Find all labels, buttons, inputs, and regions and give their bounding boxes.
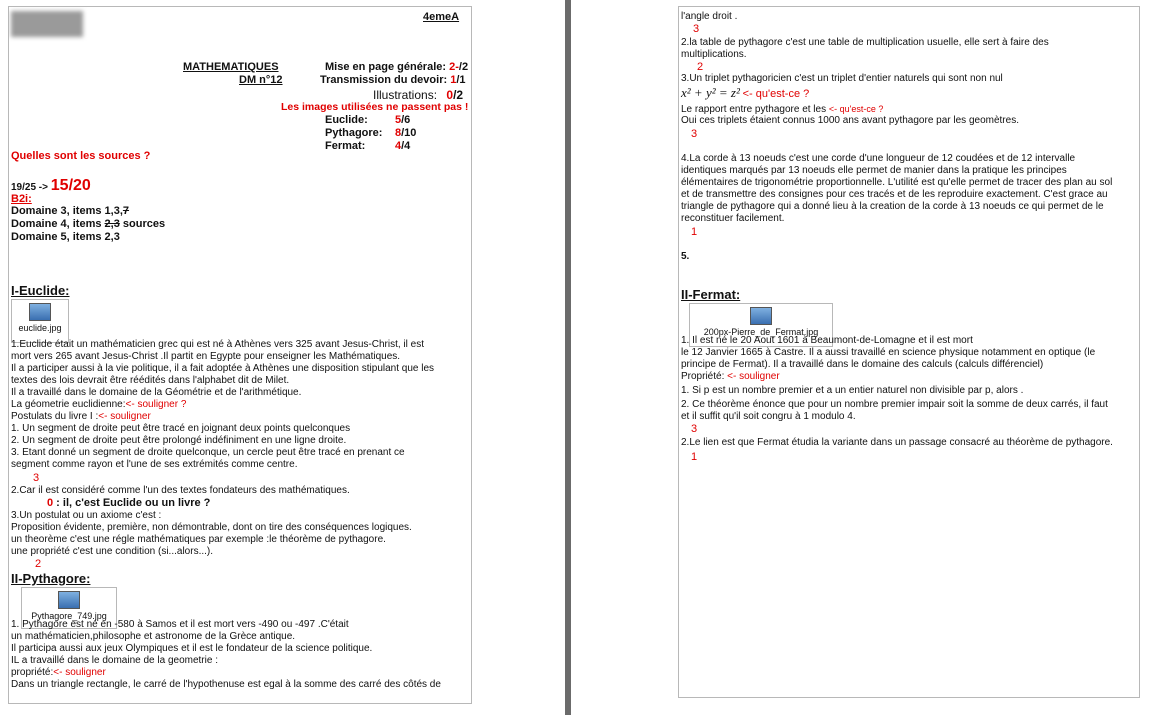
- sub-grade-label: Euclide:: [325, 114, 368, 126]
- domain-prefix: Domaine 3, items: [11, 205, 105, 217]
- image-placeholder-icon: [58, 591, 80, 609]
- sub-grade-max: /10: [401, 127, 417, 139]
- text-line: IL a travaillé dans le domaine de la geometrie :: [11, 655, 218, 666]
- postulat-item: segment comme rayon et l'une de ses extrémités comme centre.: [11, 459, 298, 470]
- teacher-mark: 1: [691, 226, 698, 238]
- text-line: [11, 411, 151, 423]
- subject-title: MATHEMATIQUES: [183, 61, 279, 73]
- grade-row: [325, 61, 468, 73]
- teacher-mark: 1: [691, 451, 698, 463]
- class-label: 4emeA: [423, 11, 460, 23]
- text-line: 1. Il est né le 20 Aout 1601 à Beaumont-de-Lomagne et il est mort: [681, 335, 973, 346]
- sub-grade-row: [325, 114, 410, 126]
- section-title-pythagore: II-Pythagore:: [11, 571, 91, 586]
- section-title-fermat: II-Fermat:: [681, 287, 741, 302]
- teacher-comment: <- souligner ?: [125, 399, 187, 410]
- teacher-mark: 2: [697, 61, 704, 73]
- text-line: [681, 371, 780, 383]
- teacher-mark: 3: [33, 472, 40, 484]
- text-line: 3.Un postulat ou un axiome c'est :: [11, 510, 162, 521]
- teacher-comment: <- qu'est-ce ?: [828, 104, 884, 114]
- domain-struck: 7: [122, 205, 130, 217]
- text-line: 3.Un triplet pythagoricien c'est un triplet d'entier naturels qui sont non nul: [681, 73, 1003, 84]
- postulat-item: 1. Un segment de droite peut être tracé en joignant deux points quelconques: [11, 423, 351, 434]
- grade-label: Illustrations:: [373, 88, 438, 102]
- property-label: Propriété:: [681, 371, 725, 382]
- text-line: 2.Le lien est que Fermat étudia la variante dans un passage consacré au théorème de pythagore.: [681, 437, 1113, 448]
- section-title-euclide: I-Euclide:: [11, 283, 70, 298]
- image-filename: Pythagore_749.jpg: [31, 611, 107, 621]
- text-line: Proposition évidente, première, non démontrable, dont on tire des conséquences logiques.: [11, 522, 412, 533]
- teacher-mark: 3: [691, 128, 698, 140]
- text-line: [11, 667, 106, 679]
- geometry-label: La géometrie euclidienne:: [11, 399, 126, 410]
- text-line: 2.Car il est considéré comme l'un des textes fondateurs des mathématiques.: [11, 485, 350, 496]
- grade-max: /2: [458, 61, 469, 73]
- grade-label: Transmission du devoir:: [320, 74, 448, 86]
- grade-row: [320, 74, 466, 86]
- b2i-domain: [11, 218, 165, 230]
- text-line: l'angle droit .: [681, 11, 738, 22]
- comment-text: : il, c'est Euclide ou un livre ?: [53, 497, 211, 509]
- final-score: 15/20: [50, 177, 91, 194]
- raw-score: 19/25 ->: [11, 182, 48, 193]
- grade-label: Mise en page générale:: [325, 61, 447, 73]
- page-divider: [565, 0, 571, 715]
- sub-grade-label: Pythagore:: [325, 127, 383, 139]
- text-line: identiques marqués par 13 noeuds elle permet de manier dans la pratique les principes: [681, 165, 1067, 176]
- text-line: 4.La corde à 13 noeuds c'est une corde d'une longueur de 12 coudées et de 12 intervalle: [681, 153, 1076, 164]
- formula-line: [681, 85, 809, 101]
- teacher-comment: [47, 497, 210, 509]
- b2i-title: B2i:: [11, 193, 32, 205]
- sub-grade-label: Fermat:: [325, 140, 366, 152]
- text-line: une propriété c'est une condition (si...alors...).: [11, 546, 214, 557]
- grade-max: /1: [456, 74, 466, 86]
- grade-score: 0: [446, 88, 454, 102]
- domain-prefix: Domaine 5, items: [11, 231, 105, 243]
- postulats-label: Postulats du livre I :: [11, 411, 99, 422]
- domain-struck: 2,3: [104, 218, 120, 230]
- text-line: mort vers 265 avant Jesus-Christ .Il partit en Egypte pour enseigner les Mathématiques.: [11, 351, 401, 362]
- text-line: 1. Si p est un nombre premier et a un entier naturel non divisible par p, alors .: [681, 385, 1024, 396]
- text-line: un theorème c'est une régle mathématiques par exemple :le théorème de pythagore.: [11, 534, 386, 545]
- postulat-item: 2. Un segment de droite peut être prolongé indéfiniment en une ligne droite.: [11, 435, 347, 446]
- teacher-comment: <- souligner: [724, 371, 780, 382]
- text-line: principe de Fermat). Il a travaillé dans le domaine des calculs (calculs différenciel): [681, 359, 1044, 370]
- domain-prefix: Domaine 4, items: [11, 218, 105, 230]
- text-line: et il suffit qu'il soit congru à 1 modulo 4.: [681, 411, 856, 422]
- text-line: Il participa aussi aux jeux Olympiques et il est le fondateur de la science politique.: [11, 643, 373, 654]
- text-line: 5.: [681, 251, 690, 262]
- teacher-comment: <- souligner: [53, 667, 106, 678]
- text-line: Dans un triangle rectangle, le carré de l'hypothenuse est egal à la somme des carré des côtés de: [11, 679, 441, 690]
- image-filename: euclide.jpg: [18, 323, 62, 333]
- student-name-redacted: [11, 11, 83, 37]
- comment-score: 0: [47, 497, 54, 509]
- text-line: et de transmettre des consignes pour ces tracés et de les reproduire exactement. C'est grace au: [681, 189, 1108, 200]
- text-line: 1. Pythagore est né en -580 à Samos et il est mort vers -490 ou -497 .C'était: [11, 619, 349, 630]
- teacher-comment: <- qu'est-ce ?: [742, 88, 810, 100]
- grade-max: /2: [453, 88, 464, 102]
- document-page-right: [678, 6, 1140, 698]
- text-line: reconstituer facilement.: [681, 213, 785, 224]
- property-label: propriété:: [11, 667, 54, 678]
- text-line: Oui ces triplets étaient connus 1000 ans avant pythagore par les geomètres.: [681, 115, 1019, 126]
- text-line: multiplications.: [681, 49, 747, 60]
- teacher-comment: <- souligner: [98, 411, 151, 422]
- image-filename: 200px-Pierre_de_Fermat.jpg: [703, 327, 819, 337]
- text-line: 1.Euclide était un mathématicien grec qui est né à Athènes vers 325 avant Jesus-Christ, il est: [11, 339, 424, 350]
- teacher-mark: 3: [691, 423, 698, 435]
- dm-number: DM n°12: [239, 74, 283, 86]
- text-line: le 12 Janvier 1665 à Castre. Il a aussi travaillé en science physique notamment en optique (le: [681, 347, 1096, 358]
- sub-grade-score: 8: [395, 127, 402, 139]
- text-line: triangle de pythagore qui a donné lieu à la creation de la corde à 13 noeuds ce qui permet de le: [681, 201, 1104, 212]
- euclide-image[interactable]: [11, 299, 69, 343]
- pythagorean-formula: x² + y² = z²: [681, 85, 740, 100]
- b2i-domain: [11, 231, 120, 243]
- domain-items: 2,3: [104, 231, 120, 243]
- text-line: [11, 399, 186, 411]
- teacher-mark: 2: [35, 558, 42, 570]
- sub-grade-score: 5: [395, 114, 402, 126]
- document-page-left: [8, 6, 472, 704]
- text-line: 2.la table de pythagore c'est une table de multiplication usuelle, elle sert à faire des: [681, 37, 1049, 48]
- postulat-item: 3. Etant donné un segment de droite quelconque, un cercle peut être tracé en prenant ce: [11, 447, 405, 458]
- domain-suffix: sources: [119, 218, 166, 230]
- images-note: Les images utilisées ne passent pas !: [281, 101, 469, 113]
- grade-row: [373, 88, 463, 102]
- sub-grade-max: /6: [401, 114, 411, 126]
- text-line: 2. Ce théorème énonce que pour un nombre premier impair soit la somme de deux carrés, il faut: [681, 399, 1108, 410]
- image-placeholder-icon: [750, 307, 772, 325]
- sub-grade-row: [325, 140, 410, 152]
- b2i-domain: [11, 205, 129, 217]
- grade-score: 2: [449, 61, 456, 73]
- text-line: élémentaires de trigonométrie proportionnelle. L'utilité est qu'elle permet de tracer des plan au sol: [681, 177, 1113, 188]
- rapport-text: Le rapport entre pythagore et les: [681, 104, 829, 115]
- sources-question: Quelles sont les sources ?: [11, 150, 151, 162]
- text-line: Il a participer aussi à la vie politique, il a fait adoptée à Athènes une disposition stipulant que les: [11, 363, 435, 374]
- text-line: un mathématicien,philosophe et astronome de la Grèce antique.: [11, 631, 296, 642]
- text-line: Il a travaillé dans le domaine de la Géométrie et de l'arithmétique.: [11, 387, 302, 398]
- image-placeholder-icon: [29, 303, 51, 321]
- sub-grade-max: /4: [401, 140, 411, 152]
- grade-sep: -: [455, 61, 459, 73]
- sub-grade-row: [325, 127, 416, 139]
- grade-score: 1: [450, 74, 457, 86]
- teacher-mark: 3: [693, 23, 700, 35]
- domain-items: 1,3,: [104, 205, 123, 217]
- sub-grade-score: 4: [395, 140, 402, 152]
- text-line: textes des lois devrait être réédités dans l'alphabet dit de Milet.: [11, 375, 290, 386]
